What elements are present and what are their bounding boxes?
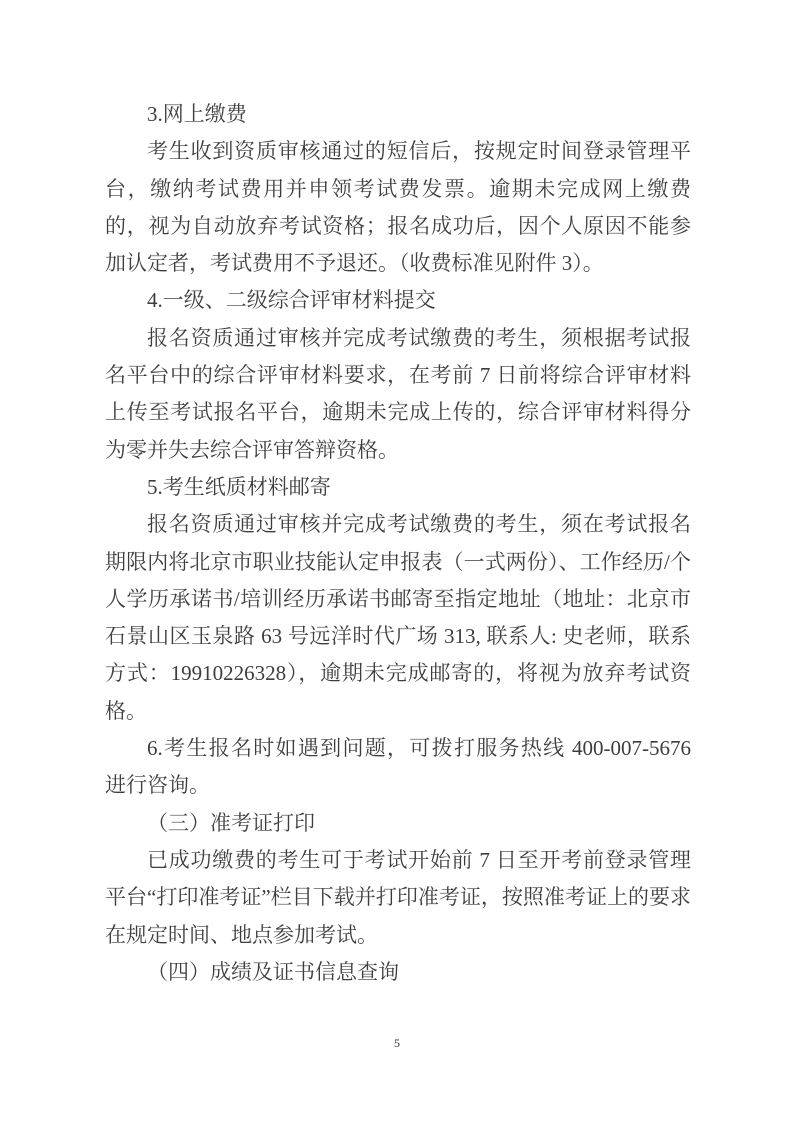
page-number: 5: [394, 1036, 400, 1050]
para-admission-ticket-printing: 已成功缴费的考生可于考试开始前 7 日至开考前登录管理平台“打印准考证”栏目下载并打印准考证，按照准考证上的要求在规定时间、地点参加考试。: [105, 847, 691, 947]
heading-comprehensive-review-materials: 4.一级、二级综合评审材料提交: [147, 288, 436, 313]
heading-online-payment: 3.网上缴费: [147, 102, 247, 126]
heading-paper-materials-mailing: 5.考生纸质材料邮寄: [147, 474, 331, 499]
para-comprehensive-review-materials: 报名资质通过审核并完成考试缴费的考生，须根据考试报名平台中的综合评审材料要求，在考前 7 日前将综合评审材料上传至考试报名平台，逾期未完成上传的，综合评审材料得分为零并失去综合评审答辩资格。: [105, 325, 691, 462]
para-paper-materials-mailing: 报名资质通过审核并完成考试缴费的考生，须在考试报名期限内将北京市职业技能认定申报表（一式两份）、工作经历/个人学历承诺书/培训经历承诺书邮寄至指定地址（地址：北京市石景山区玉泉路 63 号远洋时代广场 313, 联系人: 史老师，联系方式：19910226328），逾期未完成邮寄的，将视为放弃考试资格。: [105, 512, 691, 723]
heading-score-certificate-query: （四）成绩及证书信息查询: [147, 959, 399, 984]
para-service-hotline: 6.考生报名时如遇到问题，可拨打服务热线 400-007-5676 进行咨询。: [105, 736, 691, 798]
heading-admission-ticket-printing: （三）准考证打印: [147, 810, 315, 835]
document-body: [105, 96, 691, 991]
para-online-payment: 考生收到资质审核通过的短信后，按规定时间登录管理平台，缴纳考试费用并申领考试费发票。逾期未完成网上缴费的，视为自动放弃考试资格；报名成功后，因个人原因不能参加认定者，考试费用不予退还。（收费标准见附件 3）。: [105, 139, 691, 276]
